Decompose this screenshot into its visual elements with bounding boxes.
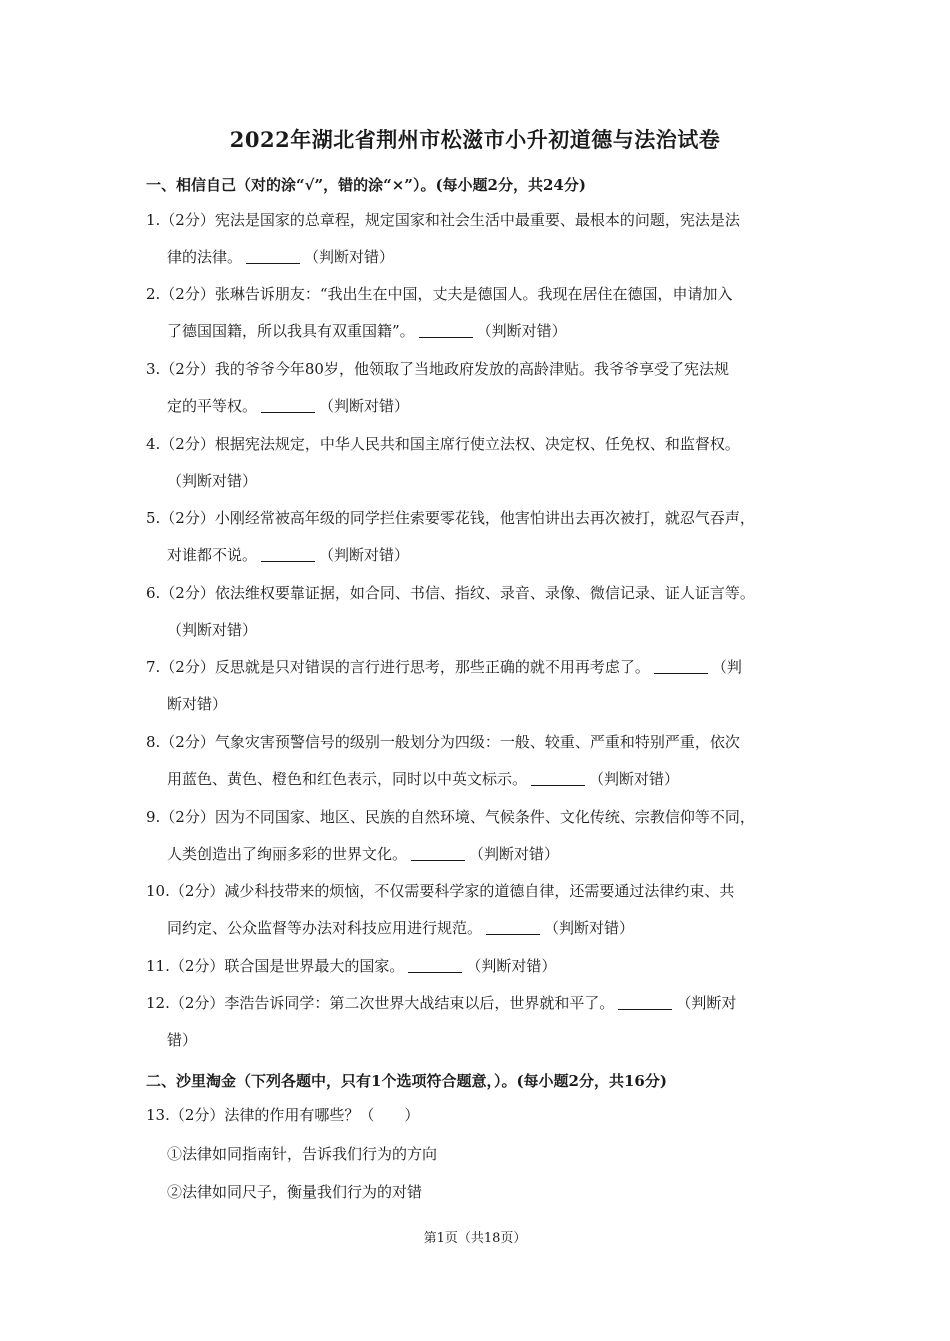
question-hint: （判断对错） bbox=[319, 397, 410, 415]
question-9 bbox=[146, 799, 808, 873]
answer-blank[interactable] bbox=[531, 771, 585, 786]
question-text: 用蓝色、黄色、橙色和红色表示，同时以中英文标示。 bbox=[167, 770, 528, 788]
question-text: 律的法律。 bbox=[167, 248, 243, 266]
question-text: 9.（2分）因为不同国家、地区、民族的自然环境、气候条件、文化传统、宗教信仰等不同， bbox=[146, 808, 755, 826]
section-heading-1: 一、相信自己（对的涂“√”，错的涂“×”）。(每小题2分，共24分) bbox=[146, 176, 586, 194]
question-text: 10.（2分）减少科技带来的烦恼，不仅需要科学家的道德自律，还需要通过法律约束、共 bbox=[146, 882, 735, 900]
answer-blank[interactable] bbox=[419, 323, 473, 338]
question-hint: 错） bbox=[167, 1031, 198, 1049]
question-4 bbox=[146, 426, 808, 500]
question-text: 对谁都不说。 bbox=[167, 546, 258, 564]
answer-blank[interactable] bbox=[261, 547, 315, 562]
question-text: 8.（2分）气象灾害预警信号的级别一般划分为四级：一般、较重、严重和特别严重，依次 bbox=[146, 733, 740, 751]
question-hint: （判断对错） bbox=[466, 957, 557, 975]
question-hint: （判断对错） bbox=[304, 248, 395, 266]
question-12 bbox=[146, 985, 808, 1059]
question-13-option-1: ①法律如同指南针，告诉我们行为的方向 bbox=[167, 1145, 438, 1163]
question-text: 人类创造出了绚丽多彩的世界文化。 bbox=[167, 845, 408, 863]
question-text: 12.（2分）李浩告诉同学：第二次世界大战结束以后，世界就和平了。 bbox=[146, 994, 615, 1012]
question-1 bbox=[146, 202, 808, 276]
answer-blank[interactable] bbox=[408, 958, 462, 973]
question-10 bbox=[146, 873, 808, 947]
question-2 bbox=[146, 276, 808, 350]
question-hint: （判断对 bbox=[676, 994, 737, 1012]
page-footer: 第1页（共18页） bbox=[423, 1231, 527, 1246]
question-text: 4.（2分）根据宪法规定，中华人民共和国主席行使立法权、决定权、任免权、和监督权。 bbox=[146, 435, 740, 453]
question-hint: （判断对错） bbox=[476, 322, 567, 340]
question-text: 7.（2分）反思就是只对错误的言行进行思考，那些正确的就不用再考虑了。 bbox=[146, 658, 650, 676]
question-text: 3.（2分）我的爷爷今年80岁，他领取了当地政府发放的高龄津贴。我爷爷享受了宪法规 bbox=[146, 360, 729, 378]
question-hint: 断对错） bbox=[167, 695, 228, 713]
question-3 bbox=[146, 351, 808, 425]
answer-blank[interactable] bbox=[654, 659, 708, 674]
question-text: 定的平等权。 bbox=[167, 397, 258, 415]
question-13 bbox=[146, 1097, 808, 1134]
answer-blank[interactable] bbox=[411, 846, 465, 861]
question-hint: （判 bbox=[711, 658, 742, 676]
question-text: 了德国国籍，所以我具有双重国籍”。 bbox=[167, 322, 415, 340]
page-title: 2022年湖北省荆州市松滋市小升初道德与法治试卷 bbox=[229, 127, 721, 152]
question-text: 2.（2分）张琳告诉朋友：“我出生在中国，丈夫是德国人。我现在居住在德国，申请加入 bbox=[146, 285, 733, 303]
question-hint: （判断对错） bbox=[167, 472, 258, 490]
question-11 bbox=[146, 948, 808, 985]
question-8 bbox=[146, 724, 808, 798]
question-text: 5.（2分）小刚经常被高年级的同学拦住索要零花钱，他害怕讲出去再次被打，就忍气吞声， bbox=[146, 509, 755, 527]
question-hint: （判断对错） bbox=[319, 546, 410, 564]
question-hint: （判断对错） bbox=[167, 621, 258, 639]
answer-blank[interactable] bbox=[486, 920, 540, 935]
question-hint: （判断对错） bbox=[589, 770, 680, 788]
question-hint: （判断对错） bbox=[469, 845, 560, 863]
question-7 bbox=[146, 649, 808, 723]
section-heading-2: 二、沙里淘金（下列各题中，只有1个选项符合题意，）。(每小题2分，共16分) bbox=[146, 1072, 667, 1090]
answer-blank[interactable] bbox=[618, 995, 672, 1010]
question-text: 6.（2分）依法维权要靠证据，如合同、书信、指纹、录音、录像、微信记录、证人证言等。 bbox=[146, 584, 755, 602]
question-6 bbox=[146, 575, 808, 649]
question-text: 同约定、公众监督等办法对科技应用进行规范。 bbox=[167, 919, 483, 937]
question-text: 11.（2分）联合国是世界最大的国家。 bbox=[146, 957, 405, 975]
answer-blank[interactable] bbox=[246, 249, 300, 264]
question-5 bbox=[146, 500, 808, 574]
answer-blank[interactable] bbox=[261, 398, 315, 413]
question-text: 13.（2分）法律的作用有哪些？（ ） bbox=[146, 1106, 420, 1124]
question-hint: （判断对错） bbox=[544, 919, 635, 937]
question-text: 1.（2分）宪法是国家的总章程，规定国家和社会生活中最重要、最根本的问题，宪法是法 bbox=[146, 211, 740, 229]
question-13-option-2: ②法律如同尺子，衡量我们行为的对错 bbox=[167, 1183, 423, 1201]
